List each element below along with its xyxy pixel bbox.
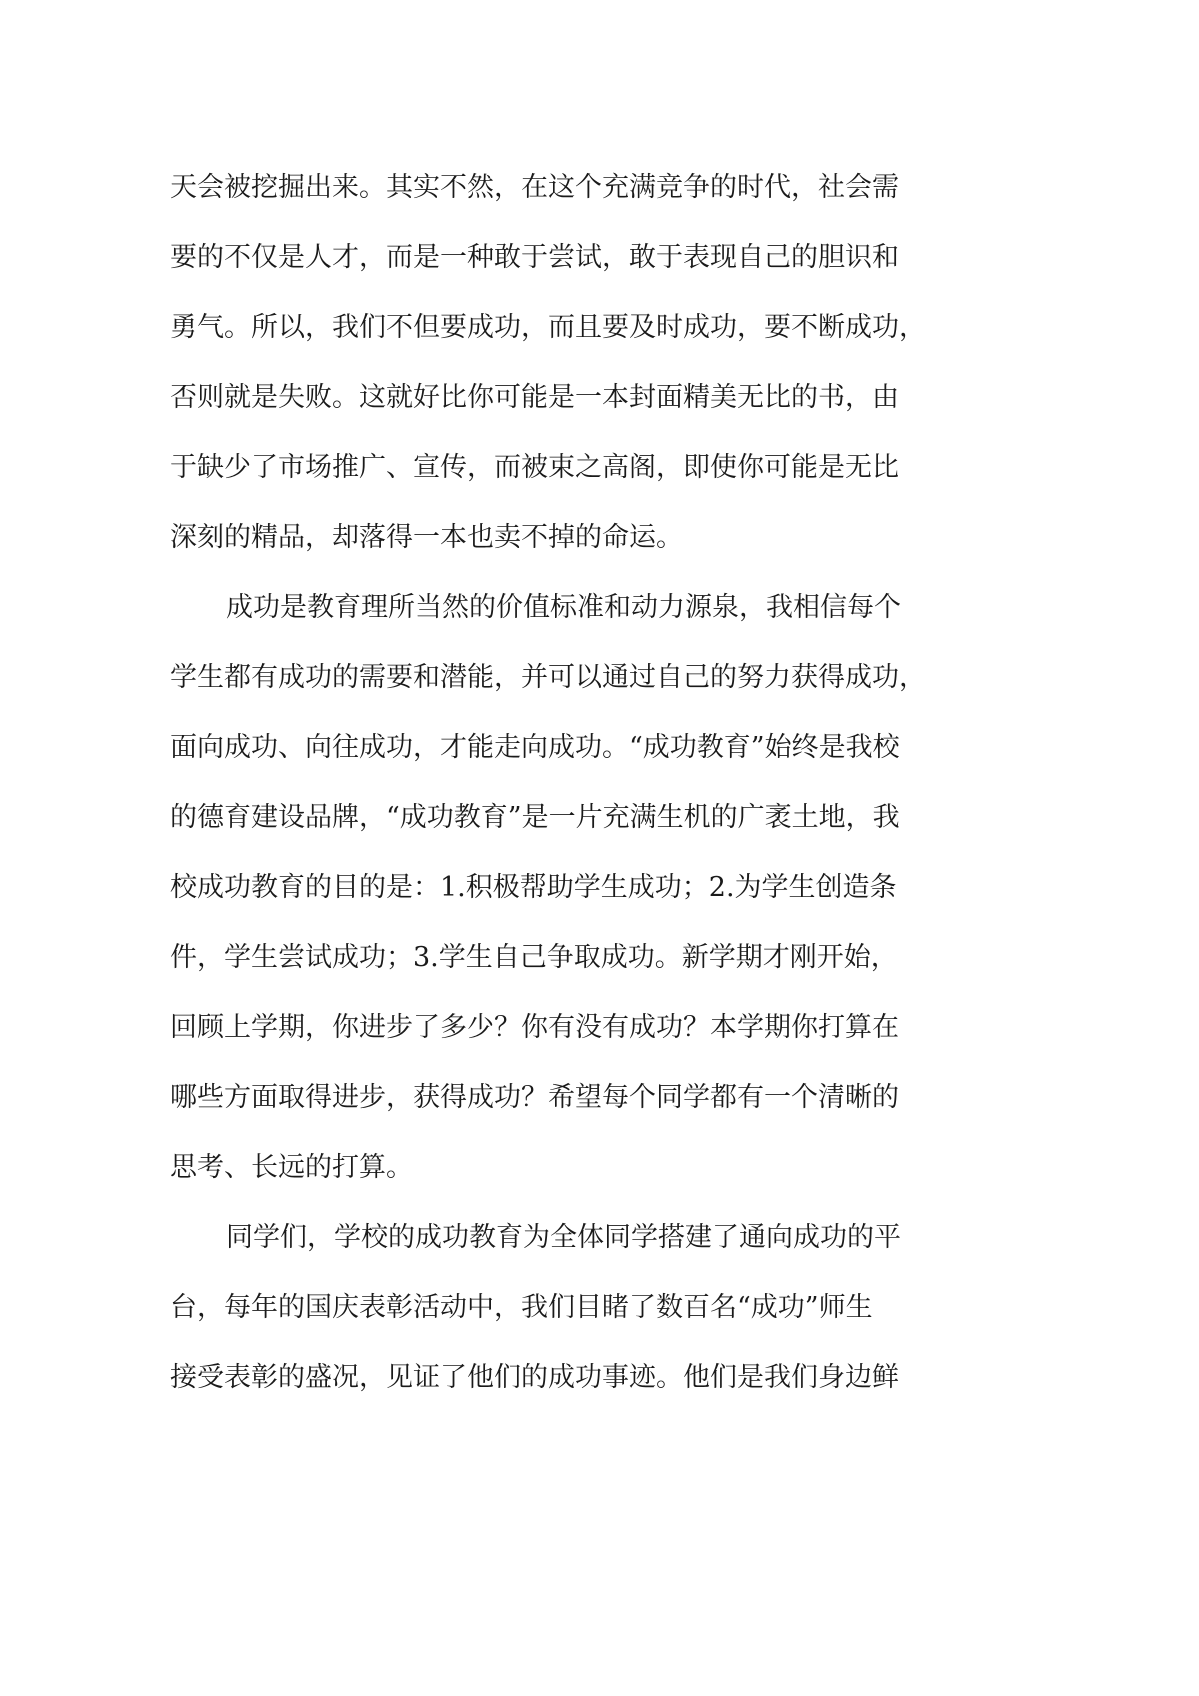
text-line: 否则就是失败。这就好比你可能是一本封面精美无比的书，由: [170, 382, 899, 413]
text-line: 于缺少了市场推广、宣传，而被束之高阁，即使你可能是无比: [170, 452, 899, 483]
text-line: 校成功教育的目的是：1.积极帮助学生成功；2.为学生创造条: [170, 872, 897, 903]
text-line: 学生都有成功的需要和潜能，并可以通过自己的努力获得成功，: [170, 662, 926, 693]
text-line: 勇气。所以，我们不但要成功，而且要及时成功，要不断成功，: [170, 312, 926, 343]
text-line: 件，学生尝试成功；3.学生自己争取成功。新学期才刚开始，: [170, 942, 898, 973]
text-line: 面向成功、向往成功，才能走向成功。“成功教育”始终是我校: [170, 732, 900, 763]
paragraph-first-line: 同学们，学校的成功教育为全体同学搭建了通向成功的平: [226, 1222, 901, 1253]
text-line: 的德育建设品牌，“成功教育”是一片充满生机的广袤土地，我: [170, 802, 900, 833]
text-line: 哪些方面取得进步，获得成功？希望每个同学都有一个清晰的: [170, 1082, 899, 1113]
text-line: 回顾上学期，你进步了多少？你有没有成功？本学期你打算在: [170, 1012, 899, 1043]
text-line: 天会被挖掘出来。其实不然，在这个充满竞争的时代，社会需: [170, 172, 899, 203]
paragraph-first-line: 成功是教育理所当然的价值标准和动力源泉，我相信每个: [226, 592, 901, 623]
body-text: [170, 163, 950, 1423]
text-line: 接受表彰的盛况，见证了他们的成功事迹。他们是我们身边鲜: [170, 1362, 899, 1393]
text-line: 思考、长远的打算。: [170, 1152, 413, 1183]
text-line: 台，每年的国庆表彰活动中，我们目睹了数百名“成功”师生: [170, 1292, 873, 1323]
text-line: 深刻的精品，却落得一本也卖不掉的命运。: [170, 522, 683, 553]
text-line: 要的不仅是人才，而是一种敢于尝试，敢于表现自己的胆识和: [170, 242, 899, 273]
